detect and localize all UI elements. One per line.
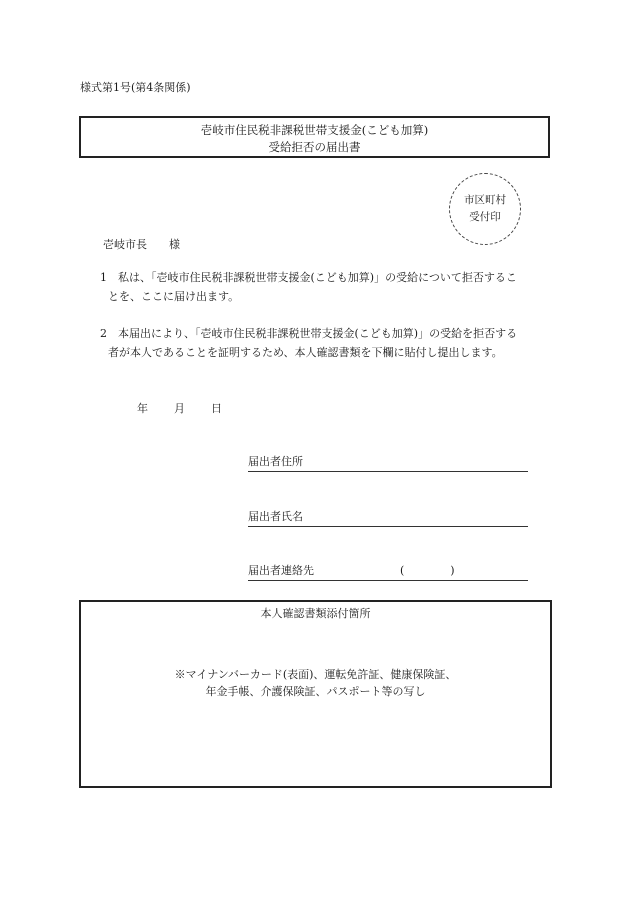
applicant-name-field[interactable] <box>248 510 528 527</box>
id-section-title: 本人確認書類添付箇所 <box>260 607 371 620</box>
applicant-contact-label: 届出者連絡先 <box>248 564 314 577</box>
stamp-line-1: 市区町村 <box>464 194 506 206</box>
id-note-line-1: ※マイナンバーカード(表面)、運転免許証、健康保険証、 <box>174 668 457 681</box>
paren-close: ) <box>450 564 455 577</box>
id-section-note <box>81 666 550 700</box>
date-day: 日 <box>211 402 222 415</box>
applicant-address-field[interactable] <box>248 455 528 472</box>
addressee <box>103 236 180 252</box>
document-title <box>79 116 550 158</box>
paragraph-1-line-2: とを、ここに届け出ます。 <box>108 290 240 303</box>
form-number: 様式第1号(第4条関係) <box>80 81 191 94</box>
title-line-1: 壱岐市住民税非課税世帯支援金(こども加算) <box>200 123 429 137</box>
date-year: 年 <box>137 402 148 415</box>
addressee-name: 壱岐市長 <box>103 238 147 251</box>
title-line-2: 受給拒否の届出書 <box>268 140 361 154</box>
paragraph-2 <box>100 324 552 362</box>
applicant-address-label: 届出者住所 <box>248 455 303 468</box>
paragraph-2-line-1: 2 本届出により、「壱岐市住民税非課税世帯支援金(こども加算)」の受給を拒否する <box>100 327 518 340</box>
id-document-attachment-area[interactable] <box>79 600 552 788</box>
date-line[interactable] <box>137 400 248 416</box>
date-month: 月 <box>174 402 185 415</box>
id-note-line-2: 年金手帳、介護保険証、パスポート等の写し <box>205 685 426 698</box>
applicant-name-label: 届出者氏名 <box>248 510 303 523</box>
applicant-contact-field[interactable] <box>248 564 528 581</box>
paragraph-1 <box>100 268 552 306</box>
addressee-honorific: 様 <box>169 238 180 251</box>
reception-stamp-area <box>449 173 521 245</box>
contact-parentheses <box>400 564 455 578</box>
paragraph-2-line-2: 者が本人であることを証明するため、本人確認書類を下欄に貼付し提出します。 <box>108 346 503 359</box>
paren-open: ( <box>400 564 405 577</box>
stamp-line-2: 受付印 <box>469 211 501 223</box>
paragraph-1-line-1: 1 私は、「壱岐市住民税非課税世帯支援金(こども加算)」の受給について拒否するこ <box>100 271 517 284</box>
